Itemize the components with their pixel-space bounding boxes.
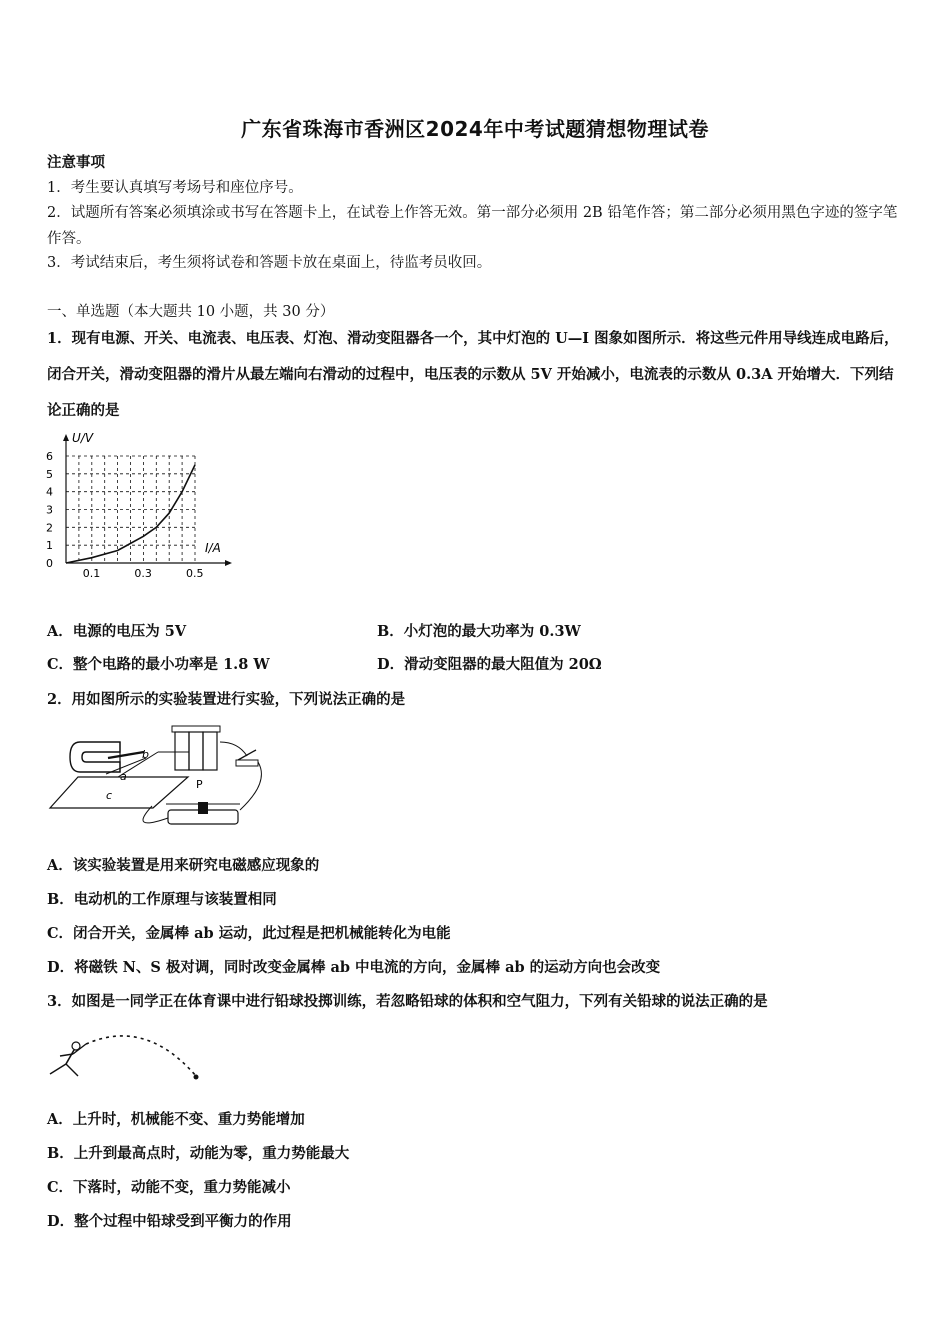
- q3-stem: 3．如图是一同学正在体育课中进行铅球投掷训练，若忽略铅球的体积和空气阻力，下列有关铅球的说法正确的是: [47, 993, 768, 1010]
- q1-option-b[interactable]: B．小灯泡的最大功率为 0.3W: [377, 623, 581, 640]
- label-p: P: [196, 778, 203, 791]
- ui-chart-svg: [40, 430, 240, 590]
- ball-trajectory: [86, 1036, 196, 1076]
- y-tick-label-4: 4: [46, 485, 53, 499]
- exam-title: 广东省珠海市香洲区2024年中考试题猜想物理试卷: [241, 117, 709, 141]
- y-tick-label-5: 5: [46, 467, 53, 481]
- rheostat-slider: [198, 802, 208, 814]
- notice-item-3: 3．考试结束后，考生须将试卷和答题卡放在桌面上，待监考员收回。: [47, 255, 492, 271]
- battery-cell-3: [203, 732, 217, 770]
- base-board: [50, 777, 188, 808]
- x-tick-label-0.1: 0.1: [82, 567, 101, 580]
- y-tick-label-6: 6: [46, 450, 53, 463]
- metal-rod: [108, 752, 144, 758]
- athlete-torso: [66, 1050, 74, 1064]
- switch-base: [236, 760, 258, 766]
- x-tick-label-0.3: 0.3: [134, 567, 152, 580]
- notice-item-1: 1．考生要认真填写考场号和座位序号。: [47, 180, 303, 196]
- q2-option-b[interactable]: B．电动机的工作原理与该装置相同: [47, 891, 277, 908]
- q3-option-c[interactable]: C．下落时，动能不变，重力势能减小: [47, 1179, 291, 1196]
- label-b: b: [142, 748, 149, 761]
- battery-cell-2: [189, 732, 203, 770]
- q3-shotput-figure: [46, 1024, 206, 1090]
- switch-lever: [238, 750, 256, 760]
- athlete-leg-1: [50, 1064, 66, 1074]
- x-axis-label: I/A: [205, 541, 221, 555]
- notice-heading: 注意事项: [47, 154, 105, 171]
- q2-option-a[interactable]: A．该实验装置是用来研究电磁感应现象的: [47, 857, 320, 874]
- y-tick-label-3: 3: [46, 503, 53, 517]
- q3-option-d[interactable]: D．整个过程中铅球受到平衡力的作用: [47, 1213, 292, 1230]
- wire-3: [240, 762, 261, 810]
- q1-option-c[interactable]: C．整个电路的最小功率是 1.8 W: [47, 656, 270, 673]
- q3-option-a[interactable]: A．上升时，机械能不变、重力势能增加: [47, 1111, 305, 1128]
- q1-option-a[interactable]: A．电源的电压为 5V: [47, 623, 187, 640]
- athlete-leg-2: [66, 1064, 78, 1076]
- q3-option-b[interactable]: B．上升到最高点时，动能为零，重力势能最大: [47, 1145, 350, 1162]
- apparatus-svg: [48, 722, 278, 840]
- y-tick-label-1: 1: [46, 539, 53, 553]
- q1-ui-graph: [40, 430, 240, 594]
- section-heading: 一、单选题（本大题共 10 小题，共 30 分）: [47, 304, 335, 320]
- q2-stem: 2．用如图所示的实验装置进行实验，下列说法正确的是: [47, 691, 406, 708]
- shot-ball: [194, 1075, 199, 1080]
- origin-label: 0: [46, 557, 53, 570]
- x-axis-arrow: [225, 560, 232, 566]
- notice-item-2: 2．试题所有答案必须填涂或书写在答题卡上，在试卷上作答无效。第一部分必须用 2B 铅笔作答；第二部分必须用黑色字迹的签字笔作答。: [47, 205, 898, 247]
- y-tick-label-2: 2: [46, 521, 53, 535]
- q1-stem: 1．现有电源、开关、电流表、电压表、灯泡、滑动变阻器各一个，其中灯泡的 U—I 图象如图所示．将这些元件用导线连成电路后，闭合开关，滑动变阻器的滑片从最左端向右滑动的过程中，电压表的示数从 5V 开始减小，电流表的示数从 0.3A 开始增大．下列结论正确的是: [47, 330, 899, 419]
- q2-option-d[interactable]: D．将磁铁 N、S 极对调，同时改变金属棒 ab 中电流的方向，金属棒 ab 的运动方向也会改变: [47, 959, 661, 976]
- y-axis-label: U/V: [72, 431, 94, 445]
- q2-option-c[interactable]: C．闭合开关，金属棒 ab 运动，此过程是把机械能转化为电能: [47, 925, 451, 942]
- y-axis-arrow: [63, 434, 69, 441]
- label-a: a: [120, 770, 127, 783]
- q2-apparatus-figure: [48, 722, 278, 844]
- battery-cell-1: [175, 732, 189, 770]
- x-tick-label-0.5: 0.5: [186, 567, 204, 580]
- wire-2: [220, 742, 247, 756]
- label-c: c: [106, 789, 113, 802]
- q1-option-d[interactable]: D．滑动变阻器的最大阻值为 20Ω: [377, 656, 602, 673]
- battery-top: [172, 726, 220, 732]
- shotput-svg: [46, 1024, 206, 1086]
